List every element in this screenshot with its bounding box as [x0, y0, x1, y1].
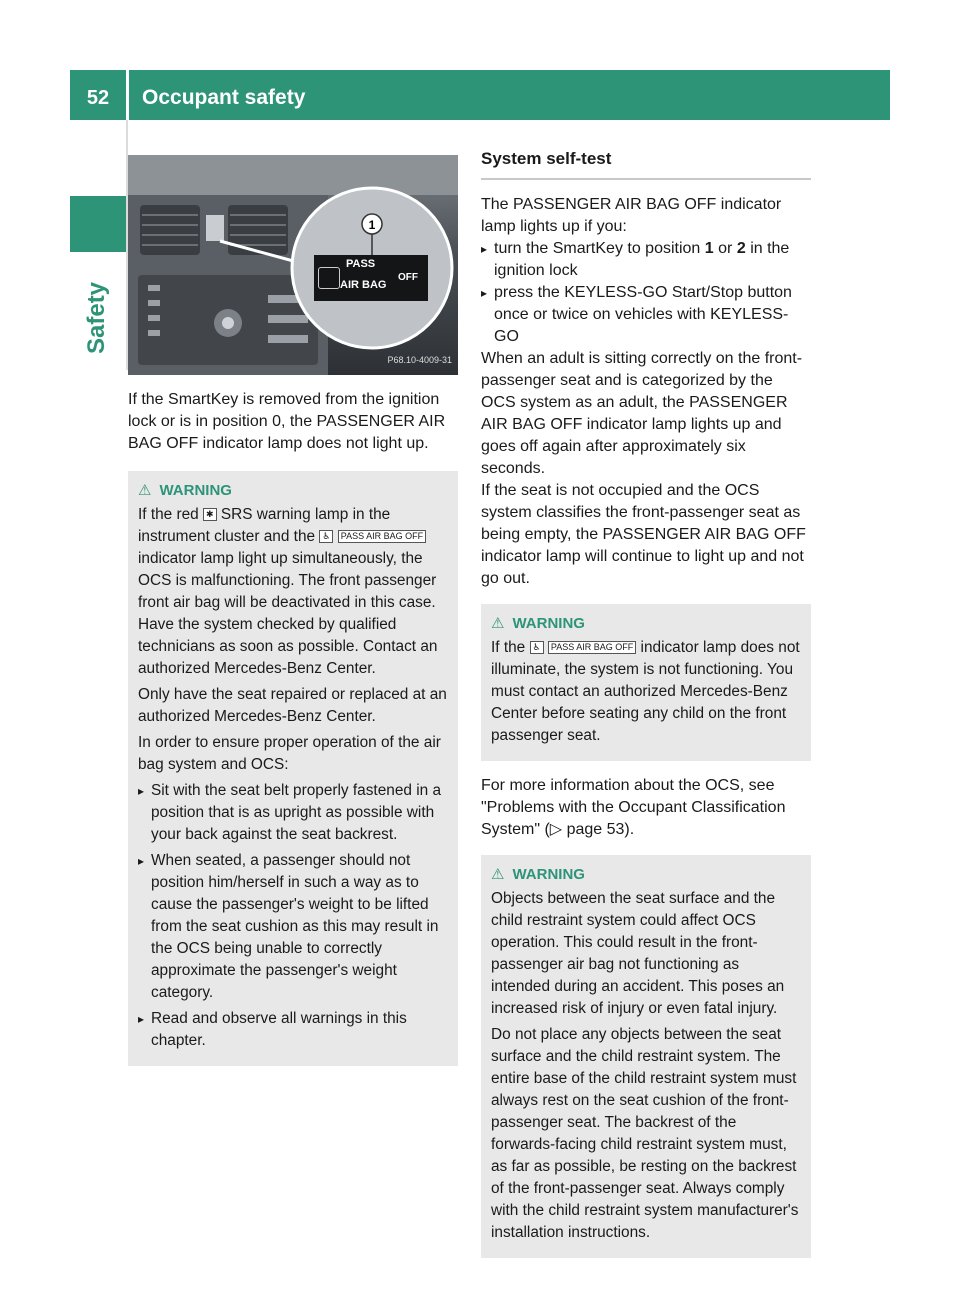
warning-triangle-icon: ⚠: [138, 482, 152, 499]
warning-title: ⚠ WARNING: [491, 613, 801, 635]
list-item: ▸ When seated, a passenger should not position him/herself in such a way as to cause the passenger's weight to be lifted from the seat cushion as this may result in the OCS being unable to correctly approximate the passenger's weight category.: [138, 850, 448, 1004]
list-item: ▸ press the KEYLESS-GO Start/Stop button once or twice on vehicles with KEYLESS-GO: [481, 282, 811, 348]
pass-airbag-off-icon: PASS AIR BAG OFF: [548, 641, 636, 654]
section-tab-marker: [70, 196, 126, 252]
list-item: ▸ Read and observe all warnings in this chapter.: [138, 1008, 448, 1052]
dashboard-photo: [128, 155, 458, 375]
child-seat-icon: ♿: [319, 530, 333, 543]
page-reference-arrow-icon: ▷: [549, 821, 563, 838]
warning-paragraph: Only have the seat repaired or replaced at an authorized Mercedes-Benz Center.: [138, 686, 447, 725]
warning-title: ⚠ WARNING: [491, 864, 801, 886]
child-seat-icon: ♿: [530, 641, 544, 654]
self-test-intro: The PASSENGER AIR BAG OFF indicator lamp lights up if you:: [481, 196, 782, 235]
dashboard-illustration: [128, 155, 458, 375]
intro-paragraph: If the SmartKey is removed from the ignition lock or is in position 0, the PASSENGER AIR BAG OFF indicator lamp does not light up.: [128, 391, 446, 452]
callout-number: 1: [368, 218, 376, 232]
warning-box: [481, 855, 811, 1258]
page-number: 52: [86, 87, 110, 109]
display-off: OFF: [398, 272, 418, 283]
warning-title: ⚠ WARNING: [138, 480, 448, 502]
warning-paragraph: Objects between the seat surface and the child restraint system could affect OCS operation. This could result in the front-passenger air bag not functioning as intended during an accident. This poses an increased risk of injury or even fatal injury.: [491, 890, 785, 1017]
paragraph: If the seat is not occupied and the OCS system classifies the front-passenger seat as being empty, the PASSENGER AIR BAG OFF indicator lamp will continue to light up and not go out.: [481, 482, 806, 587]
right-column: [481, 148, 811, 1258]
section-label: Safety: [83, 281, 110, 354]
pass-airbag-off-icon: PASS AIR BAG OFF: [338, 530, 426, 543]
warning-paragraph: Do not place any objects between the seat surface and the child restraint system. The entire base of the child restraint system must always rest on the seat cushion of the front-passenger seat. The backrest of the forwards-facing child restraint system must, as far as possible, be resting on the backrest of the front-passenger seat. Always comply with the child restraint system manufacturer's installation instructions.: [491, 1026, 799, 1241]
warning-triangle-icon: ⚠: [491, 866, 505, 883]
child-seat-icon: [318, 267, 340, 289]
display-airbag: AIR BAG: [340, 279, 387, 291]
paragraph: When an adult is sitting correctly on the front-passenger seat and is categorized by the OCS system as an adult, the PASSENGER AIR BAG OFF indicator lamp lights up and goes off again after approximately six seconds.: [481, 350, 803, 477]
warning-paragraph: If the ♿ PASS AIR BAG OFF indicator lamp does not illuminate, the system is not functioning. You must contact an authorized Mercedes-Benz Center before seating any child on the front passenger seat.: [491, 639, 800, 744]
srs-warning-lamp-icon: ✱: [203, 508, 217, 521]
list-item: ▸ turn the SmartKey to position 1 or 2 in the ignition lock: [481, 238, 811, 282]
warning-triangle-icon: ⚠: [491, 615, 505, 632]
display-pass: PASS: [346, 258, 376, 270]
page-title: Occupant safety: [142, 86, 306, 109]
paragraph: For more information about the OCS, see "Problems with the Occupant Classification System" (▷ page 53).: [481, 777, 786, 838]
section-title: System self-test: [481, 148, 811, 180]
warning-box: [128, 471, 458, 1066]
header-divider: [126, 70, 129, 120]
left-column: [128, 155, 458, 1066]
image-code: P68.10-4009-31: [387, 355, 452, 365]
warning-box: [481, 604, 811, 761]
warning-paragraph: If the red ✱ SRS warning lamp in the instrument cluster and the ♿ PASS AIR BAG OFF indicator lamp light up simultaneously, the OCS is malfunctioning. The front passenger front air bag will be deactivated in this case. Have the system checked by qualified technicians as soon as possible. Contact an authorized Mercedes-Benz Center.: [138, 506, 438, 677]
warning-paragraph: In order to ensure proper operation of the air bag system and OCS:: [138, 734, 441, 773]
list-item: ▸ Sit with the seat belt properly fastened in a position that is as upright as possible with your back against the seat backrest.: [138, 780, 448, 846]
